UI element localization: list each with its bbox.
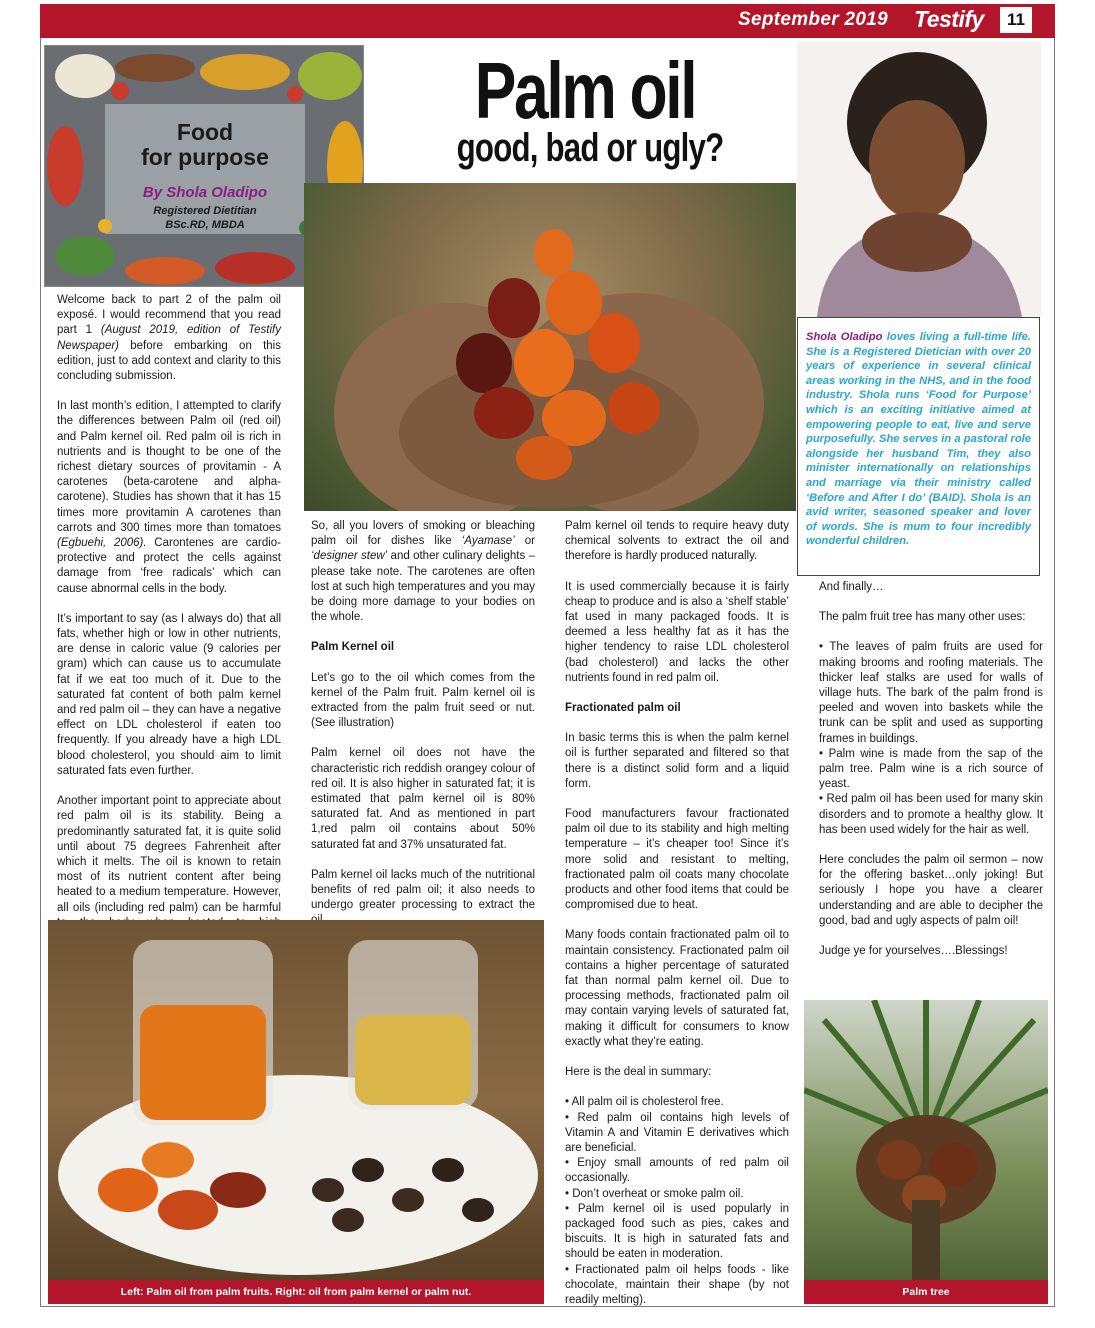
article-column-2 [311, 519, 535, 944]
col4-paragraph-1: And finally… [819, 581, 884, 593]
col2-paragraph-3: Palm kernel oil does not have the characteristic rich reddish orangey colour of red oil. It is also higher in saturated fat; it is estimated that palm kernel oil is 80% saturated fat. And as mentioned in part 1,red palm oil contains about 50% saturated fat and 37% unsaturated fat. [311, 747, 535, 851]
summary-list [565, 1095, 789, 1308]
column-title-line2: for purpose [141, 144, 269, 170]
col1-paragraph-4: Another important point to appreciate about red palm oil is its stability. Being a predominantly saturated fat, it is quite solid until about 75 degrees Fahrenheit after which it melts. The oil is known to retain most of its nutrient content after being heated to a medium temperature. However, all oils (including red palm) can be harmful [57, 795, 281, 914]
bio-name: Shola Oladipo [806, 331, 883, 343]
headline-title: Palm oil [474, 46, 696, 135]
col2-paragraph-2: Let’s go to the oil which comes from the kernel of the Palm fruit. Palm kernel oil is extracted from the palm fruit seed or nut. (See illustration) [311, 671, 535, 730]
col2-p1-text-a: So, all you lovers of smoking or bleaching palm oil for dishes like [311, 520, 535, 548]
uses-item: • Palm wine is made from the sap of the palm tree. Palm wine is a rich source of yeast. [819, 747, 1043, 793]
col1-p2-reference: (Egbuehi, 2006). [57, 537, 147, 550]
summary-item: • Palm kernel oil is used popularly in packaged food such as pies, cakes and biscuits. It is high in saturated fats and should be eaten in moderation. [565, 1202, 789, 1263]
col2-p1-or: or [514, 535, 536, 548]
uses-item: • The leaves of palm fruits are used for making brooms and roofing materials. The thicker leaf stalks are used for walls of village huts. The bark of the palm frond is peeled and woven into baskets while the trunk can be split and used as supporting frames in buildings. [819, 640, 1043, 746]
summary-item: • All palm oil is cholesterol free. [565, 1095, 789, 1110]
article-column-3 [565, 519, 789, 1323]
author-bio [797, 317, 1040, 576]
bio-text: loves living a full-time life. She is a Registered Dietician with over 20 years of experience in several clinical areas working in the NHS, and in the food industry. Shola runs ‘Food for Purpose’ which is an exciting initiative aimed at empowering people to eat, live and serve purposefully. She serves in a pastoral role alongside her husband Tim, they also minister internationally on relationships and marriage via their ministry called ‘Before and After I do’ (BAID). Shola is an avid writer, seasoned speaker and lover of words. She is mum to four incredibly wonderful children. [806, 331, 1031, 548]
palm-tree-illustration [804, 1000, 1048, 1280]
col1-p2-text-a: In last month’s edition, I attempted to clarify the differences between Palm oil (red oil) and Palm kernel oil. Red palm oil is rich in nutrients and is thought to be one of the richest dietary sources of provitamin - A carotenes (beta-carotene and alpha-carotene). Studies has shown that it has 15 times more provitamin A carotenes than carrots and 300 times more than tomatoes [57, 400, 281, 534]
col1-p1-reference: (August 2019, edition of Testify Newspaper) [57, 324, 281, 352]
issue-date: September 2019 [738, 9, 888, 30]
credential-line1: Registered Dietitian [153, 205, 257, 217]
col1-paragraph-1 [57, 293, 281, 384]
col3-paragraph-1: Palm kernel oil tends to require heavy duty chemical solvents to extract the oil and therefore is hardly produced naturally. [565, 520, 789, 563]
col4-paragraph-2: The palm fruit tree has many other uses: [819, 611, 1026, 624]
col2-p1-text-b: and other culinary delights – please take note. The carotenes are often lost at such high temperatures and you may be doing more damage to your bodies on the whole. [311, 550, 535, 624]
credential-line2: BSc.RD, MBDA [165, 219, 245, 231]
article-column-1 [57, 293, 281, 961]
col2-heading-palm-kernel-oil: Palm Kernel oil [311, 641, 395, 654]
col1-p2-text-b: Carontenes are cardio-protective and protect the cells against damage from ‘free radicals’ which can cause abnormal cells in the body. [57, 537, 281, 595]
header-bar [40, 4, 1055, 38]
col1-paragraph-2 [57, 399, 281, 597]
summary-item: • Don’t overheat or smoke palm oil. [565, 1187, 789, 1202]
palm-tree-photo [804, 1000, 1048, 1280]
col3-paragraph-2: It is used commercially because it is fairly cheap to produce and is also a ‘shelf stable’ fat used in many packaged foods. It is deemed a less healthy fat as it has the higher tendency to raise LDL cholesterol (bad cholesterol) and lacks the other nutrients found in red palm oil. [565, 580, 789, 684]
summary-item: • Fractionated palm oil helps foods - like chocolate, maintain their shape (by not readily melting). [565, 1263, 789, 1309]
uses-list [819, 640, 1043, 838]
summary-item: • Enjoy small amounts of red palm oil occasionally. [565, 1156, 789, 1186]
col4-paragraph-3: Here concludes the palm oil sermon – now for the offering basket…only joking! But seriously I hope you have a clearer understanding and are able to decipher the good, bad and ugly aspects of palm oil! [819, 854, 1043, 927]
col3-paragraph-3: In basic terms this is when the palm kernel oil is further separated and filtered so that there is a distinct solid form and a liquid form. [565, 732, 789, 790]
brand-logo: Testify [914, 6, 984, 32]
col4-paragraph-4: Judge ye for yourselves….Blessings! [819, 945, 1008, 958]
portrait-illustration [797, 42, 1041, 317]
palm-fruits-hands-photo [304, 183, 796, 511]
uses-item: • Red palm oil has been used for many skin disorders and to promote a healthy glow. It has been used widely for the hair as well. [819, 792, 1043, 838]
tree-caption: Palm tree [804, 1280, 1048, 1304]
col2-p1-ayamase: ‘Ayamase’ [461, 535, 515, 548]
col3-paragraph-6: Here is the deal in summary: [565, 1066, 712, 1079]
author-byline: By Shola Oladipo [142, 184, 268, 201]
col1-p1-text-b: before embarking on this edition, just to add context and clarity to this concluding submission. [57, 339, 281, 383]
palm-oil-glasses-photo [48, 920, 544, 1280]
article-column-4 [819, 580, 1043, 974]
author-credentials [105, 204, 305, 232]
col1-p1-text-a: Welcome back to part 2 of the palm oil exposé. I would recommend that you read part 1 [57, 294, 281, 337]
page-number: 11 [1000, 7, 1032, 33]
col2-paragraph-4: Palm kernel oil lacks much of the nutritional benefits of red palm oil; it also needs to undergo greater processing to extract the [311, 868, 535, 912]
col1-paragraph-3: It’s important to say (as I always do) that all fats, whether high or low in other nutrients, are dense in caloric value (9 calories per gram) which can cause us to accumulate fat if we eat too much of it. Due to the saturated fat content of both palm kernel and red palm oil – they can have a negative effect on LDL cholesterol if eaten too frequently. If you already have a high LDL blood cholesterol, you should aim to limit saturated fats even further. [57, 612, 281, 777]
oils-caption: Left: Palm oil from palm fruits. Right: oil from palm kernel or palm nut. [48, 1280, 544, 1304]
subtitle-text: good, bad or ugly? [456, 126, 724, 170]
col3-paragraph-5: Many foods contain fractionated palm oil to maintain consistency. Fractionated palm oil contains a higher percentage of saturated fat than normal palm kernel oil. Due to processing methods, fractionated palm oil may contain varying levels of saturated fat, making it difficult for consumers to know exactly what they’re eating. [565, 929, 789, 1048]
palm-fruits-illustration [304, 183, 796, 511]
column-title-line1: Food [176, 119, 234, 145]
column-title [105, 120, 305, 170]
oil-glasses-illustration [48, 920, 544, 1280]
summary-item: • Red palm oil contains high levels of Vitamin A and Vitamin E derivatives which are beneficial. [565, 1111, 789, 1157]
col3-paragraph-4: Food manufacturers favour fractionated palm oil due to its stability and high melting temperature – it’s cheaper too! Since it’s more solid and resistant to melting, fractionated palm oil coats many chocolate products and other food items that could be compromised due to heat. [565, 808, 789, 912]
author-portrait [797, 42, 1041, 317]
col2-p1-designer-stew: ‘designer stew’ [311, 550, 388, 563]
col2-paragraph-1 [311, 519, 535, 625]
col3-heading-fractionated: Fractionated palm oil [565, 702, 681, 715]
